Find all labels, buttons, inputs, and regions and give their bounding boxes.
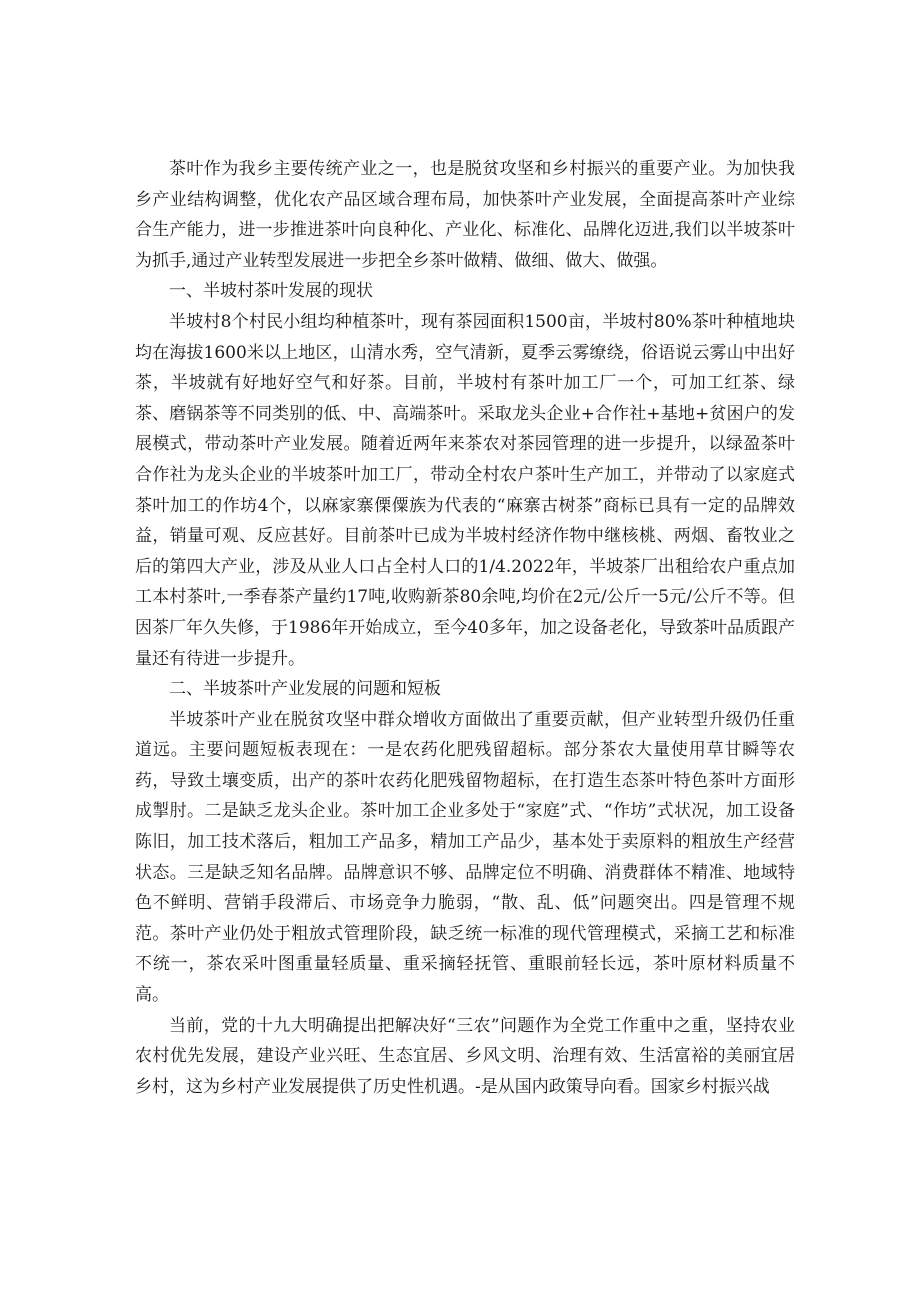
section-heading-1: 一、半坡村茶叶发展的现状 [169, 281, 373, 302]
section-1-paragraph: 半坡村8个村民小组均种植茶叶，现有茶园面积1500亩，半坡村80%茶叶种植地块均在海拔1600米以上地区，山清水秀，空气清新，夏季云雾缭绕，俗语说云雾山中出好茶，半坡就有好地好空气和好茶。目前，半坡村有茶叶加工厂一个，可加工红茶、绿茶、磨锅茶等不同类别的低、中、高端茶叶。采取龙头企业+合作社+基地+贫困户的发展模式，带动茶叶产业发展。随着近两年来茶农对茶园管理的进一步提升，以绿盈茶叶合作社为龙头企业的半坡茶叶加工厂，带动全村农户茶叶生产加工，并带动了以家庭式茶叶加工的作坊4个，以麻家寨傈僳族为代表的“麻寨古树茶”商标已具有一定的品牌效益，销量可观、反应甚好。目前茶叶已成为半坡村经济作物中继核桃、两烟、畜牧业之后的第四大产业，涉及从业人口占全村人口的1/4.2022年，半坡茶厂出租给农户重点加工本村茶叶,一季春茶产量约17吨,收购新茶80余吨,均价在2元/公斤一5元/公斤不等。但因茶厂年久失修，于1986年开始成立，至今40多年，加之设备老化，导致茶叶品质跟产量还有待进一步提升。 [135, 311, 795, 669]
document-body [135, 154, 795, 1102]
intro-paragraph: 茶叶作为我乡主要传统产业之一，也是脱贫攻坚和乡村振兴的重要产业。为加快我乡产业结构调整，优化农产品区域合理布局，加快茶叶产业发展，全面提高茶叶产业综合生产能力，进一步推进茶叶向良种化、产业化、标准化、品牌化迈进,我们以半坡茶叶为抓手,通过产业转型发展进一步把全乡茶叶做精、做细、做大、做强。 [135, 159, 795, 271]
section-heading-2: 二、半坡茶叶产业发展的问题和短板 [169, 679, 441, 700]
opportunity-paragraph: 当前，党的十九大明确提出把解决好“三农”问题作为全党工作重中之重，坚持农业农村优先发展，建设产业兴旺、生态宜居、乡风文明、治理有效、生活富裕的美丽宜居乡村，这为乡村产业发展提供了历史性机遇。-是从国内政策导向看。国家乡村振兴战 [135, 1015, 795, 1097]
section-2-paragraph: 半坡茶叶产业在脱贫攻坚中群众增收方面做出了重要贡献，但产业转型升级仍任重道远。主要问题短板表现在：一是农药化肥残留超标。部分茶农大量使用草甘瞬等农药，导致土壤变质，出产的茶叶农药化肥残留物超标，在打造生态茶叶特色茶叶方面形成掣肘。二是缺乏龙头企业。茶叶加工企业多处于“家庭”式、“作坊”式状况，加工设备陈旧，加工技术落后，粗加工产品多，精加工产品少，基本处于卖原料的粗放生产经营状态。三是缺乏知名品牌。品牌意识不够、品牌定位不明确、消费群体不精准、地域特色不鲜明、营销手段滞后、市场竞争力脆弱，“散、乱、低”问题突出。四是管理不规范。茶叶产业仍处于粗放式管理阶段，缺乏统一标准的现代管理模式，采摘工艺和标准不统一，茶农采叶图重量轻质量、重采摘轻抚管、重眼前轻长远，茶叶原材料质量不高。 [135, 709, 795, 1006]
